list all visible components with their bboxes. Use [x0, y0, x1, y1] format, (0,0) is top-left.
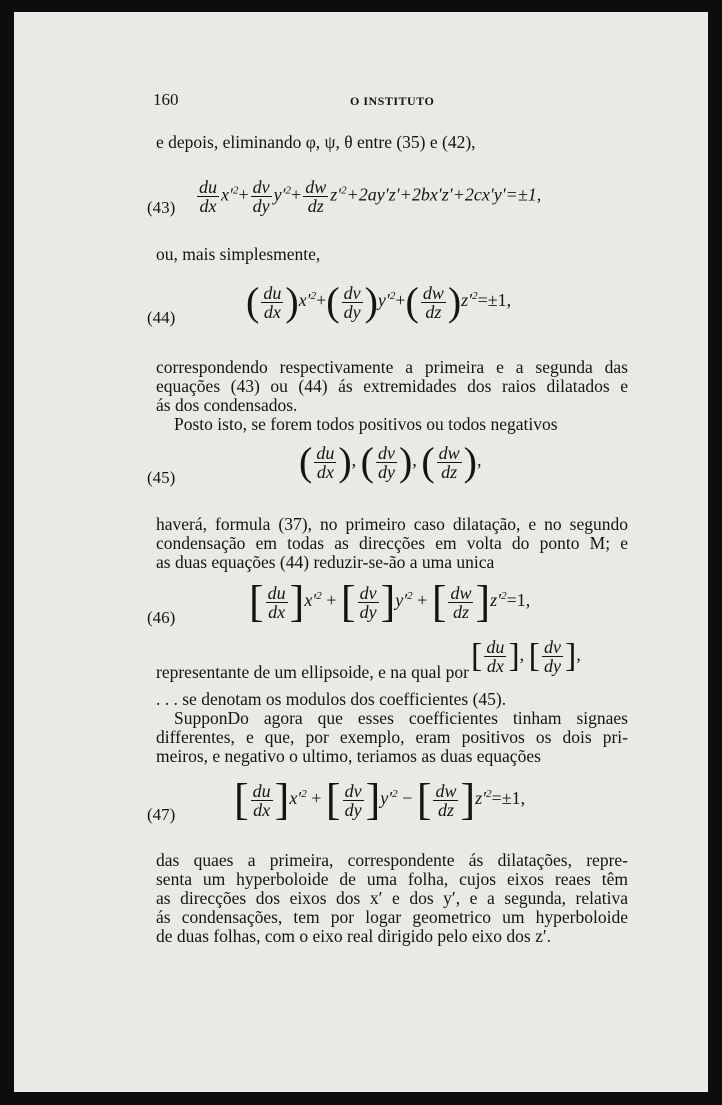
- paragraph-line: representante de um ellipsoide, e na qual por: [156, 662, 469, 682]
- equation-number-45: (45): [147, 468, 176, 487]
- paragraph-line: correspondendo respectivamente a primeira e a segunda das: [156, 357, 628, 377]
- equation-number-44: (44): [147, 308, 176, 327]
- paragraph-line: differentes, e que, por exemplo, eram positivos os dois pri-: [156, 727, 628, 747]
- paragraph-line: equações (43) ou (44) ás extremidades dos raios dilatados e: [156, 376, 628, 396]
- paragraph-line: das quaes a primeira, correspondente ás dilatações, repre-: [156, 850, 628, 870]
- equation-number-47: (47): [147, 805, 176, 824]
- inline-brackets: [ $\frac{du}{dx}$ ], [ $\frac{dv}{dy}$ ],: [471, 637, 581, 676]
- equation-44: ( $\frac{du}{dx}$ )$x'^2+$( $\frac{dv}{dy}$ )$y'^2+$( $\frac{dw}{dz}$ )$z'^2=\pm 1$,: [246, 279, 512, 324]
- paragraph-line: e depois, eliminando φ, ψ, θ entre (35) e (42),: [156, 132, 476, 152]
- equation-46: [ $\frac{du}{dx}$ ]$x'^2$ + [ $\frac{dv}{dy}$ ]$y'^2$ + [ $\frac{dw}{dz}$ ]$z'^2=1$,: [249, 577, 531, 626]
- paragraph-line: de duas folhas, com o eixo real dirigido pelo eixo dos z′.: [156, 926, 552, 946]
- paragraph-line: as duas equações (44) reduzir-se-ão a uma unica: [156, 552, 495, 572]
- equation-number-43: (43): [147, 198, 176, 217]
- paragraph-line: condensação em todas as direcções em volta do ponto M; e: [156, 533, 628, 553]
- book-page: [14, 12, 708, 1092]
- equation-45: ( $\frac{du}{dx}$ ), ( $\frac{dv}{dy}$ ), ( $\frac{dw}{dz}$ ),: [299, 439, 482, 484]
- paragraph-line: ás condensações, tem por logar geometrico um hyperboloide: [156, 907, 628, 927]
- paragraph-line: ás dos condensados.: [156, 395, 298, 415]
- equation-43-tail: +2ay′z′+2bx′z′+2cx′y′=±1,: [346, 184, 542, 205]
- paragraph-line: senta um hyperboloide de uma folha, cujos eixos reaes têm: [156, 869, 628, 889]
- paragraph-line: as direcções dos eixos dos x′ e dos y′, e a segunda, relativa: [156, 888, 628, 908]
- paragraph-line: . . . se denotam os modulos dos coefficientes (45).: [156, 689, 507, 709]
- paragraph-line: ou, mais simplesmente,: [156, 244, 321, 264]
- paragraph-line: haverá, formula (37), no primeiro caso dilatação, e no segundo: [156, 514, 628, 534]
- page-number: 160: [153, 90, 179, 109]
- equation-47: [ $\frac{du}{dx}$ ]$x'^2$ + [ $\frac{dv}{dy}$ ]$y'^2$ − [ $\frac{dw}{dz}$ ]$z'^2=\pm 1$,: [234, 775, 526, 824]
- equation-43: $\frac{du}{dx}$ $x'^2+$ $\frac{dv}{dy}$ $y'^2+$ $\frac{dw}{dz}$ $z'^2+2ay'z'+2bx'z'+2cx'y'=\pm 1$,: [199, 177, 542, 216]
- paragraph-line: SupponDo agora que esses coefficientes tinham signaes: [174, 708, 628, 728]
- paragraph-line: meiros, e negativo o ultimo, teriamos as duas equações: [156, 746, 541, 766]
- paragraph-line: Posto isto, se forem todos positivos ou todos negativos: [174, 414, 558, 434]
- equation-number-46: (46): [147, 608, 176, 627]
- running-title: O INSTITUTO: [350, 94, 435, 108]
